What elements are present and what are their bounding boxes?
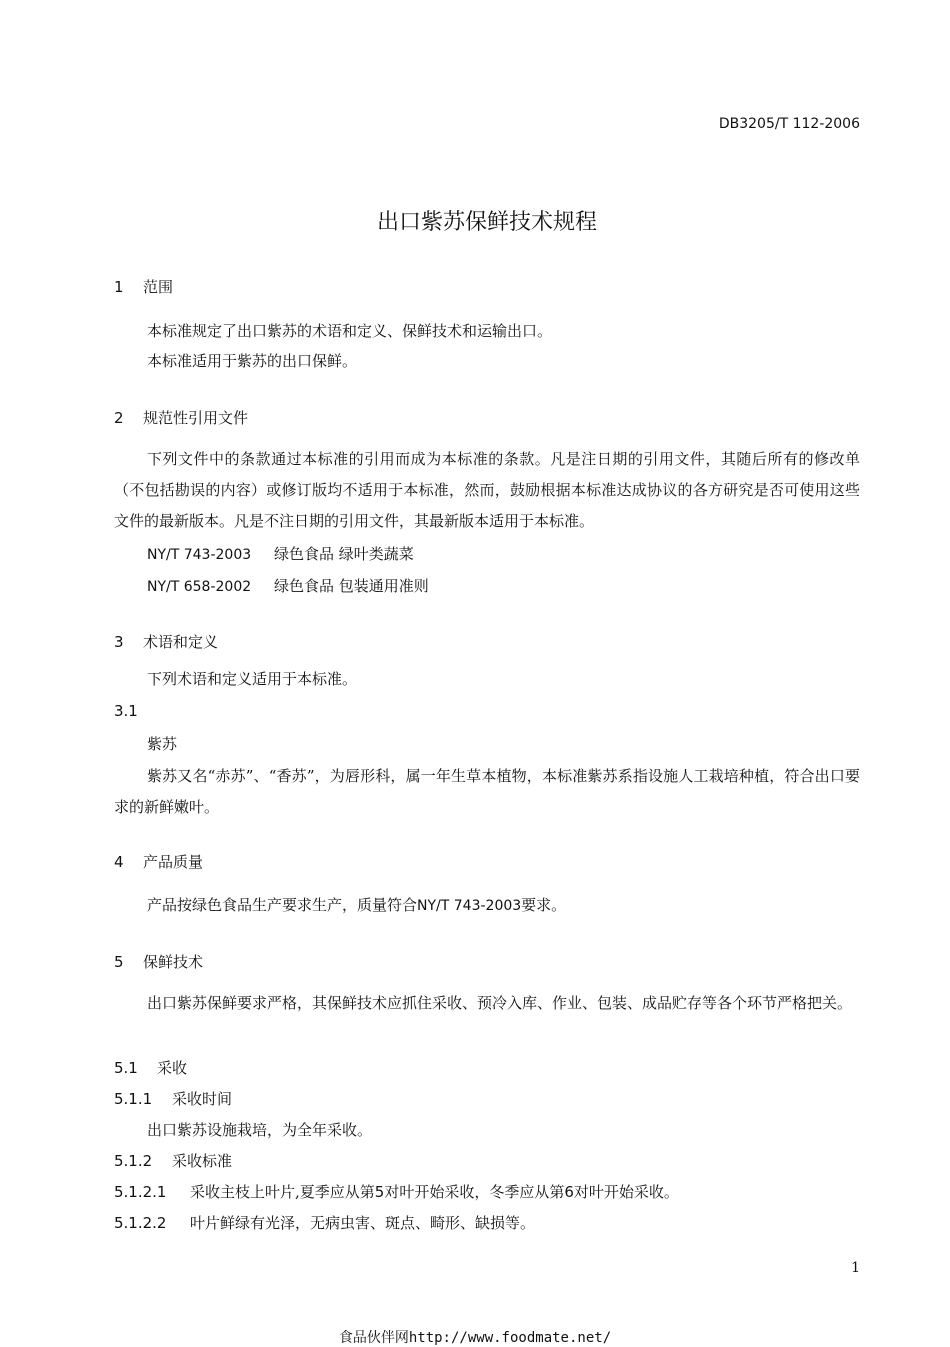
paragraph: 出口紫苏保鲜要求严格，其保鲜技术应抓住采收、预冷入库、作业、包装、成品贮存等各个环节严格把关。 bbox=[147, 994, 853, 1012]
page-number: 1 bbox=[851, 1260, 860, 1276]
text: 对叶开始采收，冬季应从第 bbox=[384, 1183, 565, 1201]
section-5-heading bbox=[114, 951, 203, 972]
section-title: 术语和定义 bbox=[143, 633, 219, 651]
text: 对叶开始采收。 bbox=[573, 1183, 679, 1201]
clause-5-1-2-2 bbox=[114, 1212, 535, 1233]
subsection-5-1-1-heading bbox=[114, 1088, 232, 1109]
standard-code: NY/T 743-2003 bbox=[417, 898, 522, 914]
text: 产品按绿色食品生产要求生产，质量符合 bbox=[147, 896, 418, 914]
section-title: 采收 bbox=[157, 1059, 188, 1077]
section-title: 采收时间 bbox=[172, 1090, 233, 1108]
text: 叶片鲜绿有光泽，无病虫害、斑点、畸形、缺损等。 bbox=[190, 1214, 536, 1232]
section-number: 5.1 bbox=[114, 1059, 138, 1077]
section-number: 1 bbox=[114, 278, 124, 296]
paragraph: 出口紫苏设施栽培，为全年采收。 bbox=[147, 1121, 373, 1139]
term-definition: 紫苏又名“赤苏”、“香苏”，为唇形科，属一年生草本植物，本标准紫苏系指设施人工栽培种植，符合出口要求的新鲜嫩叶。 bbox=[114, 767, 860, 816]
subsection-5-1-2-heading bbox=[114, 1150, 232, 1171]
paragraph: 本标准适用于紫苏的出口保鲜。 bbox=[147, 352, 358, 370]
reference-title: 绿色食品 包装通用准则 bbox=[274, 577, 429, 595]
document-code: DB3205/T 112-2006 bbox=[718, 116, 860, 132]
text: 采收主枝上叶片,夏季应从第 bbox=[190, 1183, 375, 1201]
section-title: 规范性引用文件 bbox=[143, 409, 249, 427]
term: 紫苏 bbox=[147, 735, 178, 753]
number: 6 bbox=[564, 1183, 574, 1201]
subsection-number: 3.1 bbox=[114, 702, 138, 720]
section-title: 范围 bbox=[143, 278, 174, 296]
reference-title: 绿色食品 绿叶类蔬菜 bbox=[274, 545, 414, 563]
section-number: 3 bbox=[114, 633, 124, 651]
reference-code: NY/T 658-2002 bbox=[147, 579, 252, 595]
section-title: 采收标准 bbox=[172, 1152, 233, 1170]
section-number: 5.1.2 bbox=[114, 1152, 153, 1170]
page-title: 出口紫苏保鲜技术规程 bbox=[376, 210, 597, 235]
paragraph: 下列文件中的条款通过本标准的引用而成为本标准的条款。凡是注日期的引用文件，其随后所有的修改单（不包括勘误的内容）或修订版均不适用于本标准，然而，鼓励根据本标准达成协议的各方研究是否可使用这些文件的最新版本。凡是不注日期的引用文件，其最新版本适用于本标准。 bbox=[114, 450, 860, 530]
site-name: 食品伙伴网 bbox=[338, 1330, 409, 1346]
site-url[interactable]: http://www.foodmate.net/ bbox=[408, 1330, 612, 1346]
reference-item bbox=[147, 575, 429, 596]
section-3-heading bbox=[114, 631, 218, 652]
paragraph: 本标准规定了出口紫苏的术语和定义、保鲜技术和运输出口。 bbox=[147, 322, 553, 340]
section-title: 产品质量 bbox=[143, 853, 204, 871]
section-number: 5.1.2.1 bbox=[114, 1183, 167, 1201]
reference-item bbox=[147, 543, 414, 564]
paragraph bbox=[147, 894, 566, 915]
section-number: 5 bbox=[114, 953, 124, 971]
reference-code: NY/T 743-2003 bbox=[147, 547, 252, 563]
number: 5 bbox=[374, 1183, 385, 1201]
text: 要求。 bbox=[521, 896, 567, 914]
section-number: 4 bbox=[114, 853, 124, 871]
clause-5-1-2-1 bbox=[114, 1181, 679, 1202]
section-number: 2 bbox=[114, 409, 124, 427]
footer-watermark bbox=[0, 1327, 950, 1347]
section-1-heading bbox=[114, 276, 173, 297]
section-title: 保鲜技术 bbox=[143, 953, 204, 971]
section-2-heading bbox=[114, 407, 248, 428]
paragraph: 下列术语和定义适用于本标准。 bbox=[147, 670, 358, 688]
section-number: 5.1.1 bbox=[114, 1090, 153, 1108]
section-number: 5.1.2.2 bbox=[114, 1214, 167, 1232]
subsection-5-1-heading bbox=[114, 1057, 187, 1078]
section-4-heading bbox=[114, 851, 203, 872]
